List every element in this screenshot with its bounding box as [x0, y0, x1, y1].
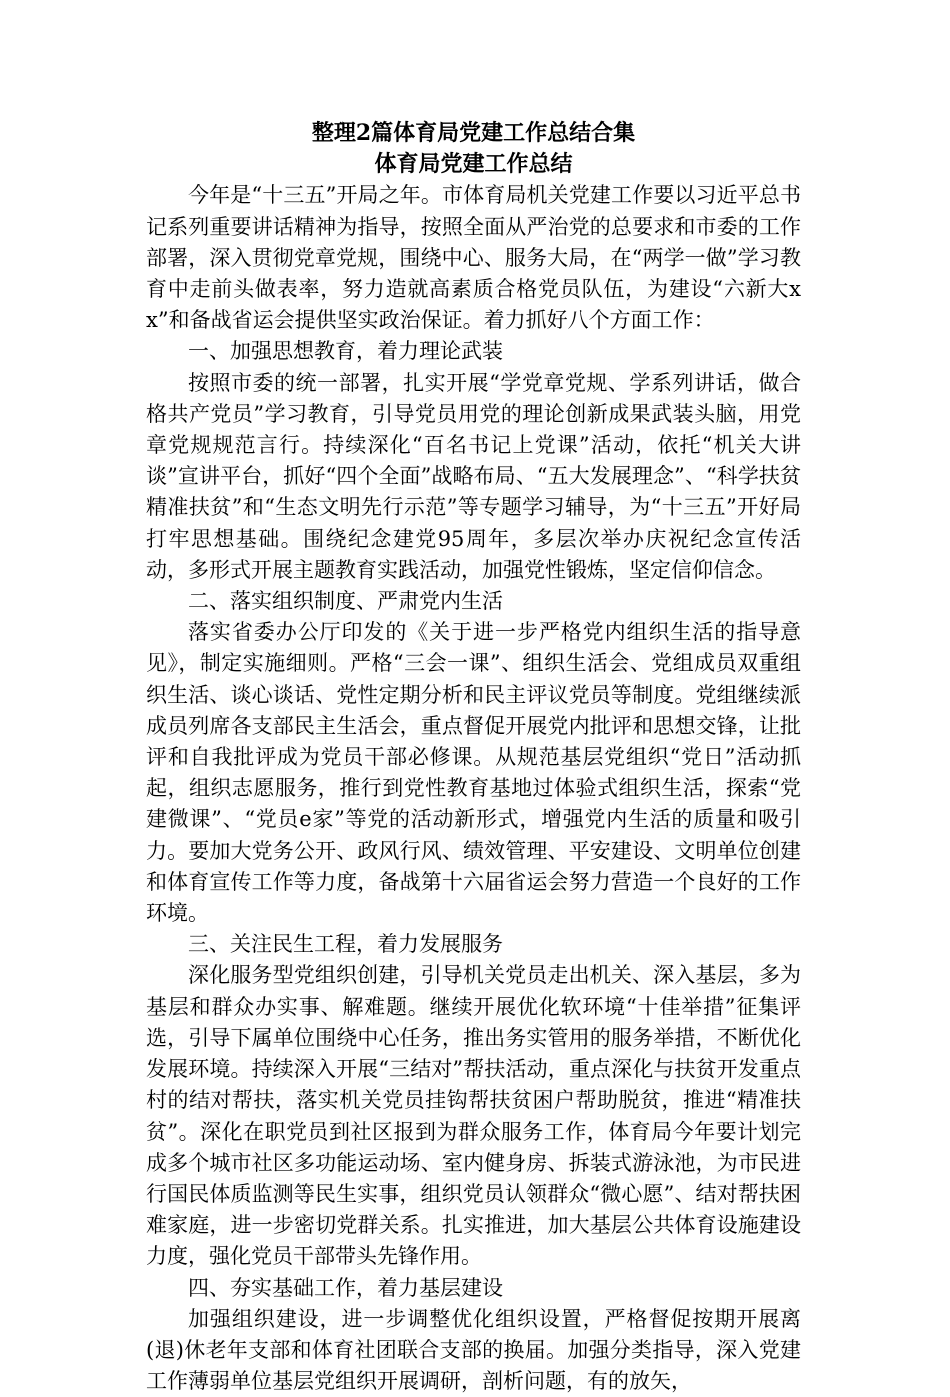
document-title: 整理2篇体育局党建工作总结合集	[311, 120, 636, 146]
intro-paragraph: 今年是“十三五”开局之年。市体育局机关党建工作要以习近平总书记系列重要讲话精神为指导，按照全面从严治党的总要求和市委的工作部署，深入贯彻党章党规，围绕中心、服务大局，在“两学一做”学习教育中走前头做表率，努力造就高素质合格党员队伍，为建设“六新大xx”和备战省运会提供坚实政治保证。着力抓好八个方面工作：	[146, 183, 801, 333]
section-paragraph: 按照市委的统一部署，扎实开展“学党章党规、学系列讲话，做合格共产党员”学习教育，引导党员用党的理论创新成果武装头脑，用党章党规规范言行。持续深化“百名书记上党课”活动，依托“机关大讲谈”宣讲平台，抓好“四个全面”战略布局、“五大发展理念”、“科学扶贫精准扶贫”和“生态文明先行示范”等专题学习辅导，为“十三五”开好局打牢思想基础。围绕纪念建党95周年，多层次举办庆祝纪念宣传活动，多形式开展主题教育实践活动，加强党性锻炼，坚定信仰信念。	[146, 370, 801, 582]
section-paragraph: 落实省委办公厅印发的《关于进一步严格党内组织生活的指导意见》，制定实施细则。严格“三会一课”、组织生活会、党组成员双重组织生活、谈心谈话、党性定期分析和民主评议党员等制度。党组继续派成员列席各支部民主生活会，重点督促开展党内批评和思想交锋，让批评和自我批评成为党员干部必修课。从规范基层党组织“党日”活动抓起，组织志愿服务，推行到党性教育基地过体验式组织生活，探索“党建微课”、“党员e家”等党的活动新形式，增强党内生活的质量和吸引力。要加大党务公开、政风行风、绩效管理、平安建设、文明单位创建和体育宣传工作等力度，备战第十六届省运会努力营造一个良好的工作环境。	[146, 620, 801, 926]
section-paragraph: 加强组织建设，进一步调整优化组织设置，严格督促按期开展离(退)休老年支部和体育社团联合支部的换届。加强分类指导，深入党建工作薄弱单位基层党组织开展调研，剖析问题，有的放矢，	[146, 1306, 801, 1394]
section-heading: 二、落实组织制度、严肃党内生活	[188, 589, 503, 614]
section-heading: 一、加强思想教育，着力理论武装	[188, 339, 503, 364]
section-heading: 三、关注民生工程，着力发展服务	[188, 932, 503, 957]
document-subtitle: 体育局党建工作总结	[374, 151, 573, 178]
document-body	[146, 118, 801, 1397]
section-paragraph: 深化服务型党组织创建，引导机关党员走出机关、深入基层，多为基层和群众办实事、解难题。继续开展优化软环境“十佳举措”征集评选，引导下属单位围绕中心任务，推出务实管用的服务举措，不断优化发展环境。持续深入开展“三结对”帮扶活动，重点深化与扶贫开发重点村的结对帮扶，落实机关党员挂钩帮扶贫困户帮助脱贫，推进“精准扶贫”。深化在职党员到社区报到为群众服务工作，体育局今年要计划完成多个城市社区多功能运动场、室内健身房、拆装式游泳池，为市民进行国民体质监测等民生实事，组织党员认领群众“微心愿”、结对帮扶困难家庭，进一步密切党群关系。扎实推进，加大基层公共体育设施建设力度，强化党员干部带头先锋作用。	[146, 963, 801, 1269]
section-heading: 四、夯实基础工作，着力基层建设	[188, 1275, 503, 1300]
